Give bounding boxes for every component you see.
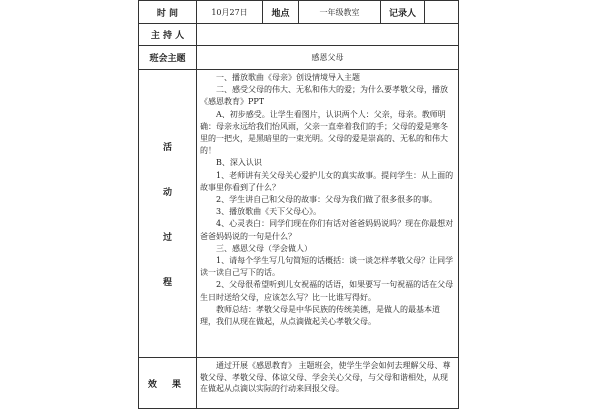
theme-label: 班会主题 (139, 46, 197, 70)
effect-label: 效 果 (139, 358, 197, 409)
recorder-label: 记录人 (381, 1, 425, 24)
process-line: 二、感受父母的伟大、无私和伟大的爱；为什么要孝敬父母，播放《感恩教育》PPT (200, 85, 448, 107)
host-value (197, 24, 459, 46)
process-line: 2、学生讲自己和父母的故事：父母为我们做了很多很多的事。 (216, 195, 438, 205)
theme-value: 感恩父母 (197, 46, 459, 70)
process-label-char: 程 (162, 277, 172, 288)
process-line: 1、老师讲有关父母关心爱护儿女的真实故事。提问学生：从上面的故事里你看到了什么？ (200, 170, 454, 192)
host-row (139, 24, 459, 46)
process-line: B、深入认识 (216, 158, 262, 168)
place-label: 地点 (263, 1, 299, 24)
theme-row (139, 46, 459, 70)
process-line: 一、播放歌曲《母亲》创设情境导入主题 (216, 73, 360, 82)
process-label-char: 活 (162, 142, 172, 153)
class-meeting-record-table (138, 0, 459, 409)
time-value: 10月27日 (197, 1, 263, 24)
effect-line: 通过开展《感恩教育》 主题班会，使学生学会如何去理解父母、尊敬父母、孝敬父母、体谅父母、学会关心父母，与父母和谐相处，从现在做起从点滴以实际的行动来回报父母。 (200, 361, 451, 393)
effect-content (197, 358, 459, 409)
process-line: 教师总结：孝敬父母是中华民族的传统美德，是做人的最基本道理，我们从现在做起，从点滴做起关心孝敬父母。 (200, 304, 440, 327)
process-content (197, 70, 459, 358)
recorder-value (425, 1, 459, 24)
process-label-char: 动 (162, 187, 172, 198)
host-label: 主 持 人 (139, 24, 197, 46)
place-value: 一年级教室 (299, 1, 381, 24)
time-label: 时 间 (139, 1, 197, 24)
process-label-char: 过 (162, 232, 172, 243)
process-line: 3、播放歌曲《天下父母心》。 (216, 207, 322, 217)
effect-row (139, 358, 459, 409)
process-line: 三、感恩父母（学会做人） (216, 243, 312, 253)
process-line: 4、心灵表白：同学们现在你们有话对爸爸妈妈说吗？现在你最想对爸爸妈妈说的一句是什么？ (200, 219, 454, 241)
header-row (139, 1, 459, 24)
process-line: 1、请每个学生写几句简短的话概括：谈一谈怎样孝敬父母？让同学读一读自己写下的话。 (200, 256, 454, 278)
process-line: A、初步感受。让学生看图片，认识两个人：父亲，母亲。教师明确：母亲永远给我们怡风雨，父亲一直牵着我们的手；父母的爱是寒冬里的一把火，是黑暗里的一束光明。父母的爱是崇高的、无私的和伟大的！ (200, 109, 448, 156)
process-row (139, 70, 459, 358)
process-label (139, 70, 197, 358)
process-line: 2、父母很希望听到儿女祝福的话语，如果要写一句祝福的话在父母生日时送给父母，应该怎么写？比一比谁写得好。 (200, 280, 454, 302)
